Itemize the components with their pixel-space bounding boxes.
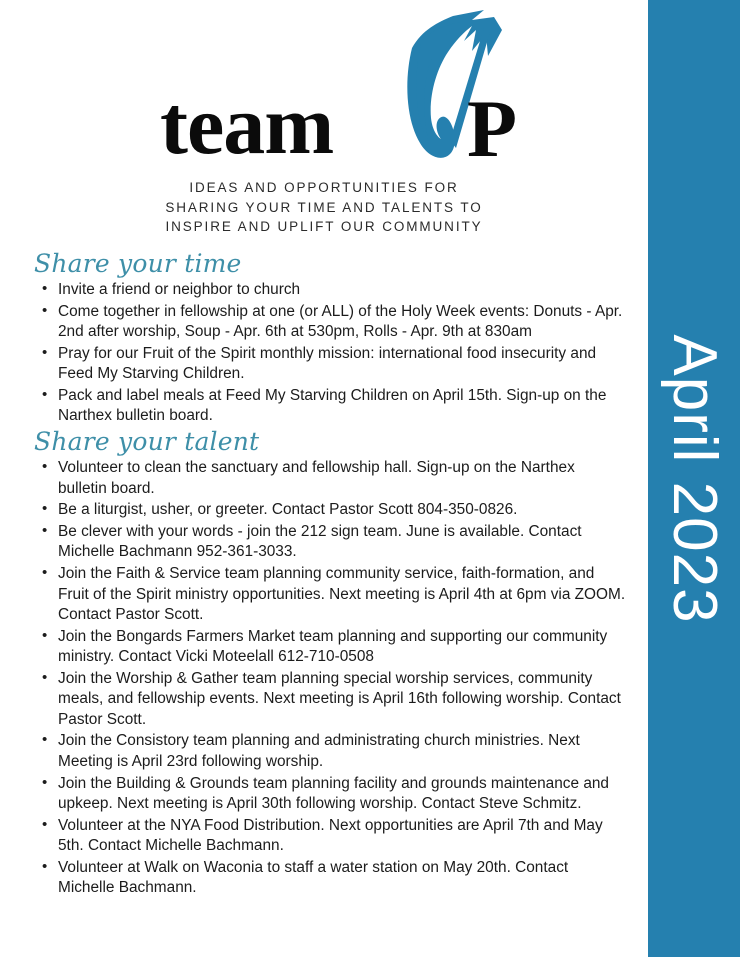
list-item: • Be a liturgist, usher, or greeter. Contact Pastor Scott 804-350-0826. — [26, 500, 626, 521]
section-share-your-time — [26, 248, 626, 427]
sidebar-month-label: April 2023 — [660, 333, 729, 624]
bullet-list-share-your-talent — [26, 458, 626, 899]
list-item: • Come together in fellowship at one (or ALL) of the Holy Week events: Donuts - Apr. 2nd after worship, Soup - Apr. 6th at 530pm, Rolls - Apr. 9th at 830am — [26, 302, 626, 343]
tagline-line-2: SHARING YOUR TIME AND TALENTS TO — [165, 199, 483, 215]
list-item: • Join the Worship & Gather team planning special worship services, community meals, and fellowship events. Next meeting is April 16th following worship. Contact Pastor Scott. — [26, 669, 626, 731]
content-body — [0, 237, 648, 899]
section-title-share-your-time: Share your time — [34, 248, 242, 278]
tagline — [124, 178, 524, 237]
list-item: • Join the Faith & Service team planning community service, faith-formation, and Fruit of the Spirit ministry opportunities. Next meeting is April 4th at 6pm via ZOOM. Contact Pastor Scott. — [26, 564, 626, 626]
wordmark-team-text: team — [160, 79, 334, 172]
logo-header — [0, 0, 648, 237]
wordmark-p-letter: P — [467, 83, 518, 174]
list-item: • Volunteer to clean the sanctuary and fellowship hall. Sign-up on the Narthex bulletin board. — [26, 458, 626, 499]
list-item: • Join the Consistory team planning and administrating church ministries. Next Meeting is April 23rd following worship. — [26, 731, 626, 772]
month-sidebar — [648, 0, 740, 957]
list-item: • Volunteer at Walk on Waconia to staff a water station on May 20th. Contact Michelle Bachmann. — [26, 858, 626, 899]
section-title-share-your-talent: Share your talent — [34, 426, 260, 456]
section-share-your-talent — [26, 426, 626, 899]
list-item: • Join the Bongards Farmers Market team planning and supporting our community ministry. Contact Vicki Moteelall 612-710-0508 — [26, 627, 626, 668]
team-up-wordmark — [0, 6, 648, 174]
list-item: • Pack and label meals at Feed My Starving Children on April 15th. Sign-up on the Narthex bulletin board. — [26, 386, 626, 427]
list-item: • Be clever with your words - join the 212 sign team. June is available. Contact Michelle Bachmann 952-361-3033. — [26, 522, 626, 563]
list-item: • Join the Building & Grounds team planning facility and grounds maintenance and upkeep. Next meeting is April 30th following worship. Contact Steve Schmitz. — [26, 774, 626, 815]
list-item: • Invite a friend or neighbor to church — [26, 280, 626, 301]
bullet-list-share-your-time — [26, 280, 626, 427]
list-item: • Volunteer at the NYA Food Distribution. Next opportunities are April 7th and May 5th. Contact Michelle Bachmann. — [26, 816, 626, 857]
tagline-line-3: INSPIRE AND UPLIFT OUR COMMUNITY — [165, 219, 483, 235]
tagline-line-1: IDEAS AND OPPORTUNITIES FOR — [189, 180, 459, 195]
list-item: • Pray for our Fruit of the Spirit monthly mission: international food insecurity and Feed My Starving Children. — [26, 344, 626, 385]
